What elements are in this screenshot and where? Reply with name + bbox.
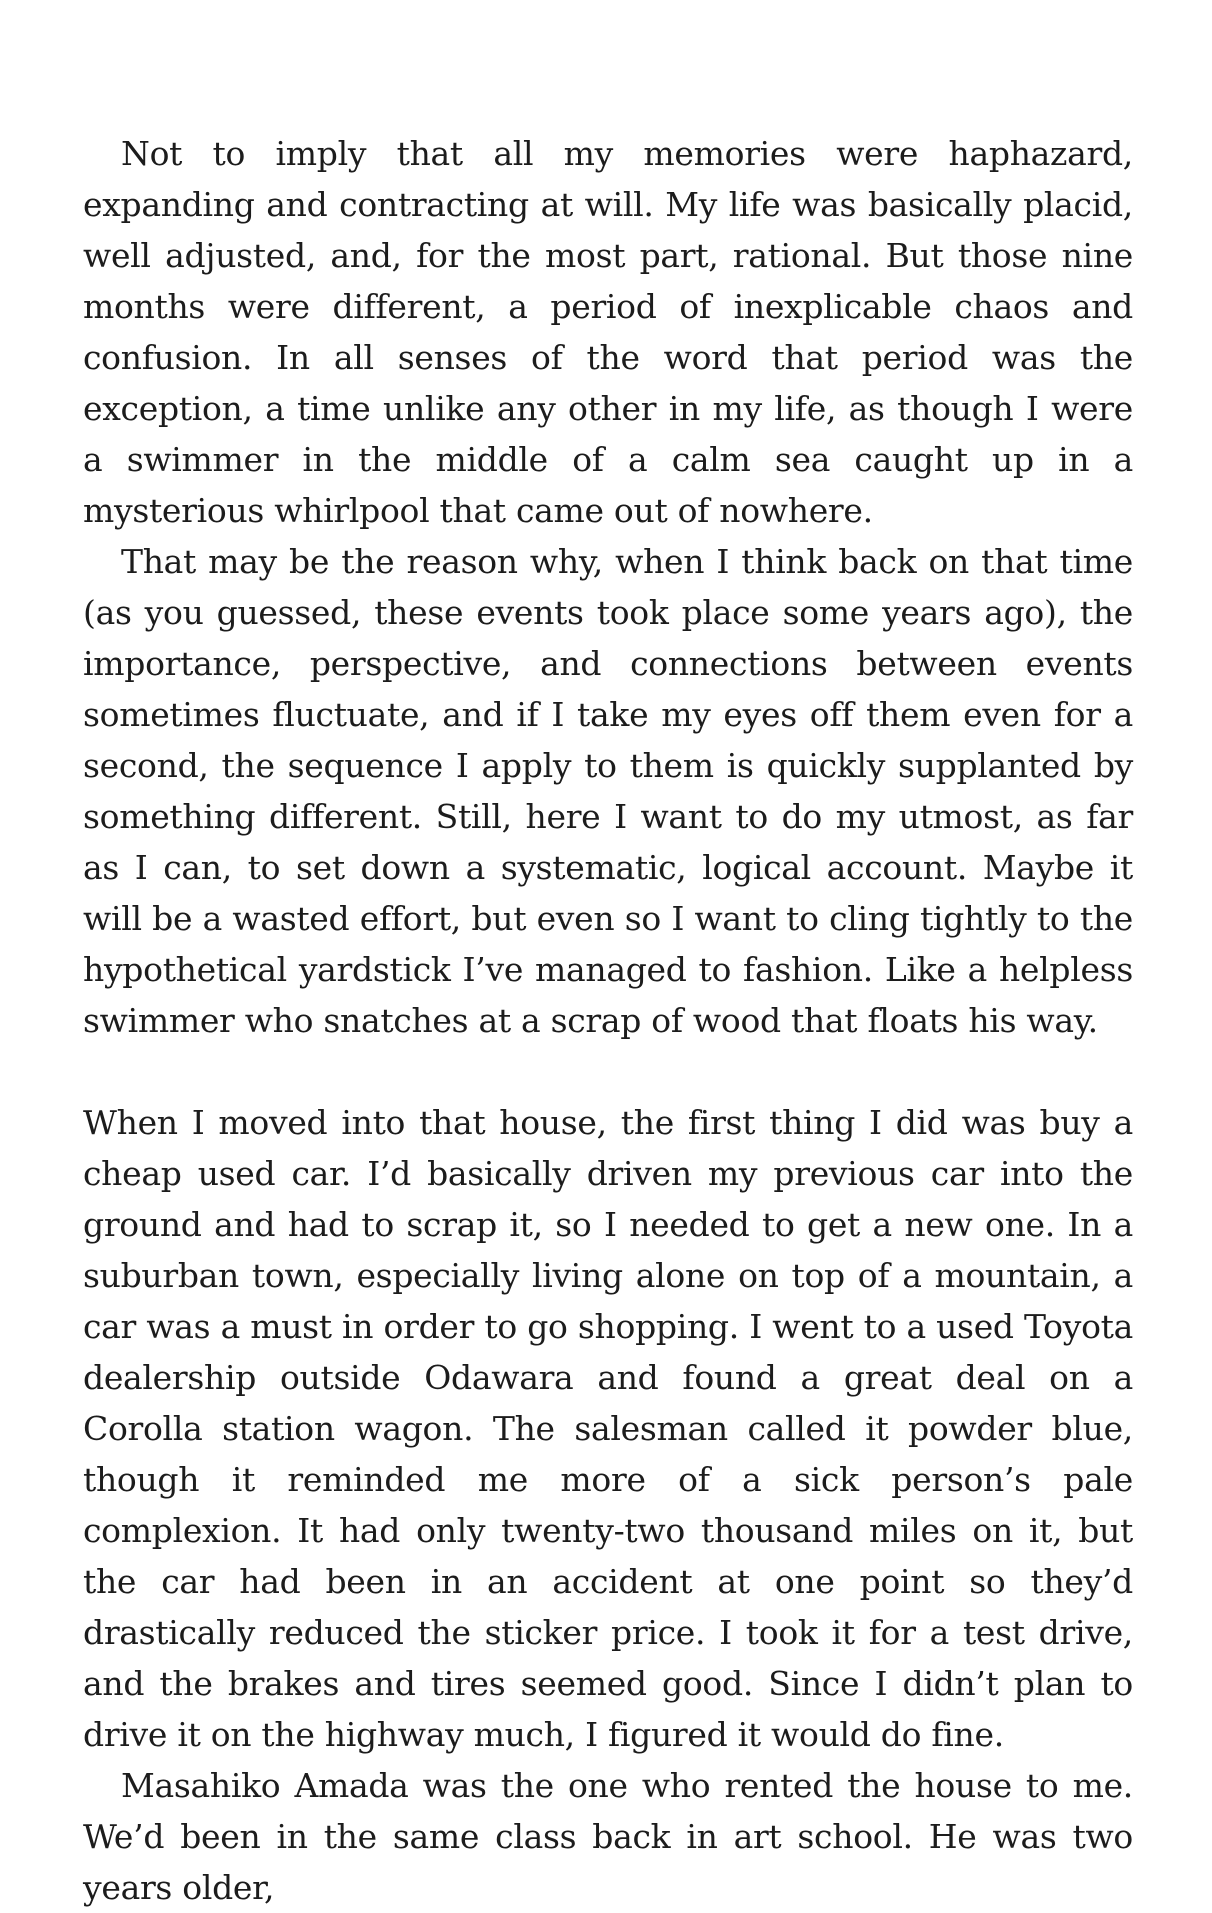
book-page	[83, 128, 1133, 1913]
paragraph-reason: That may be the reason why, when I think back on that time (as you guessed, these events took place some years ago), the importance, perspective, and connections between events sometimes fluctuate, and if I take my eyes off them even for a second, the sequence I apply to them is quickly supplanted by something different. Still, here I want to do my utmost, as far as I can, to set down a systematic, logical account. Maybe it will be a wasted effort, but even so I want to cling tightly to the hypothetical yardstick I’ve managed to fashion. Like a helpless swimmer who snatches at a scrap of wood that floats his way.	[83, 542, 1133, 1040]
paragraph-masahiko: Masahiko Amada was the one who rented the house to me. We’d been in the same class back in art school. He was two years older,	[83, 1766, 1133, 1907]
paragraph-used-car: When I moved into that house, the first thing I did was buy a cheap used car. I’d basically driven my previous car into the ground and had to scrap it, so I needed to get a new one. In a suburban town, especially living alone on top of a mountain, a car was a must in order to go shopping. I went to a used Toyota dealership outside Odawara and found a great deal on a Corolla station wagon. The salesman called it powder blue, though it reminded me more of a sick person’s pale complexion. It had only twenty-two thousand miles on it, but the car had been in an accident at one point so they’d drastically reduced the sticker price. I took it for a test drive, and the brakes and tires seemed good. Since I didn’t plan to drive it on the highway much, I figured it would do fine.	[83, 1103, 1133, 1754]
paragraph-memories: Not to imply that all my memories were haphazard, expanding and contracting at will. My life was basically placid, well adjusted, and, for the most part, rational. But those nine months were different, a period of inexplicable chaos and confusion. In all senses of the word that period was the exception, a time unlike any other in my life, as though I were a swimmer in the middle of a calm sea caught up in a mysterious whirlpool that came out of nowhere.	[83, 134, 1133, 530]
